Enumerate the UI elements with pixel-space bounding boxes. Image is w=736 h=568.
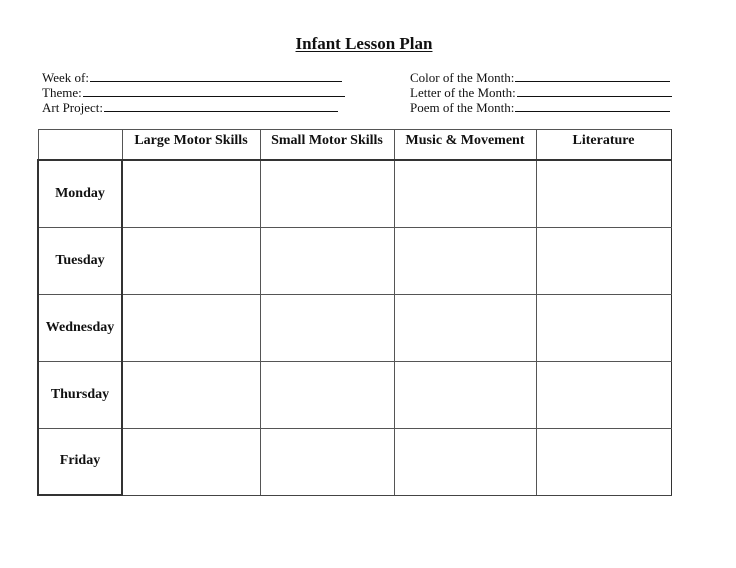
table-cell[interactable] (122, 361, 260, 428)
poem-of-month-field[interactable] (410, 100, 670, 115)
table-row (38, 160, 671, 227)
poem-of-month-blank[interactable] (515, 100, 670, 112)
theme-field[interactable] (42, 85, 345, 100)
page-title: Infant Lesson Plan (295, 34, 433, 53)
theme-label: Theme: (42, 85, 82, 100)
table-cell[interactable] (260, 227, 394, 294)
table-cell[interactable] (122, 294, 260, 361)
table-row (38, 361, 671, 428)
color-of-month-label: Color of the Month: (410, 70, 515, 85)
color-of-month-field[interactable] (410, 70, 670, 85)
week-of-label: Week of: (42, 70, 89, 85)
column-header-large-motor-skills: Large Motor Skills (122, 130, 260, 161)
table-cell[interactable] (536, 227, 671, 294)
table-cell[interactable] (260, 160, 394, 227)
table-cell[interactable] (394, 294, 536, 361)
row-header-monday: Monday (38, 160, 122, 227)
table-cell[interactable] (536, 361, 671, 428)
letter-of-month-blank[interactable] (517, 85, 672, 97)
table-cell[interactable] (536, 294, 671, 361)
table-cell[interactable] (260, 294, 394, 361)
table-cell[interactable] (394, 361, 536, 428)
art-project-blank[interactable] (104, 100, 338, 112)
column-header-small-motor-skills: Small Motor Skills (260, 130, 394, 161)
table-cell[interactable] (122, 227, 260, 294)
table-header-row (38, 130, 671, 161)
table-cell[interactable] (536, 428, 671, 495)
table-cell[interactable] (122, 428, 260, 495)
column-header-music-movement: Music & Movement (394, 130, 536, 161)
week-of-blank[interactable] (90, 70, 342, 82)
row-header-tuesday: Tuesday (38, 227, 122, 294)
table-cell[interactable] (260, 428, 394, 495)
week-of-field[interactable] (42, 70, 342, 85)
table-cell[interactable] (122, 160, 260, 227)
table-cell[interactable] (394, 160, 536, 227)
letter-of-month-label: Letter of the Month: (410, 85, 516, 100)
table-cell[interactable] (536, 160, 671, 227)
table-row (38, 294, 671, 361)
poem-of-month-label: Poem of the Month: (410, 100, 515, 115)
letter-of-month-field[interactable] (410, 85, 672, 100)
color-of-month-blank[interactable] (515, 70, 670, 82)
row-header-wednesday: Wednesday (38, 294, 122, 361)
row-header-friday: Friday (38, 428, 122, 495)
table-cell[interactable] (394, 227, 536, 294)
table-row (38, 428, 671, 495)
column-header-literature: Literature (536, 130, 671, 161)
art-project-label: Art Project: (42, 100, 104, 115)
table-row (38, 227, 671, 294)
row-header-thursday: Thursday (38, 361, 122, 428)
table-cell[interactable] (394, 428, 536, 495)
theme-blank[interactable] (83, 85, 345, 97)
table-cell[interactable] (260, 361, 394, 428)
art-project-field[interactable] (42, 100, 338, 115)
table-corner-cell (38, 130, 122, 161)
lesson-plan-table (37, 129, 672, 496)
